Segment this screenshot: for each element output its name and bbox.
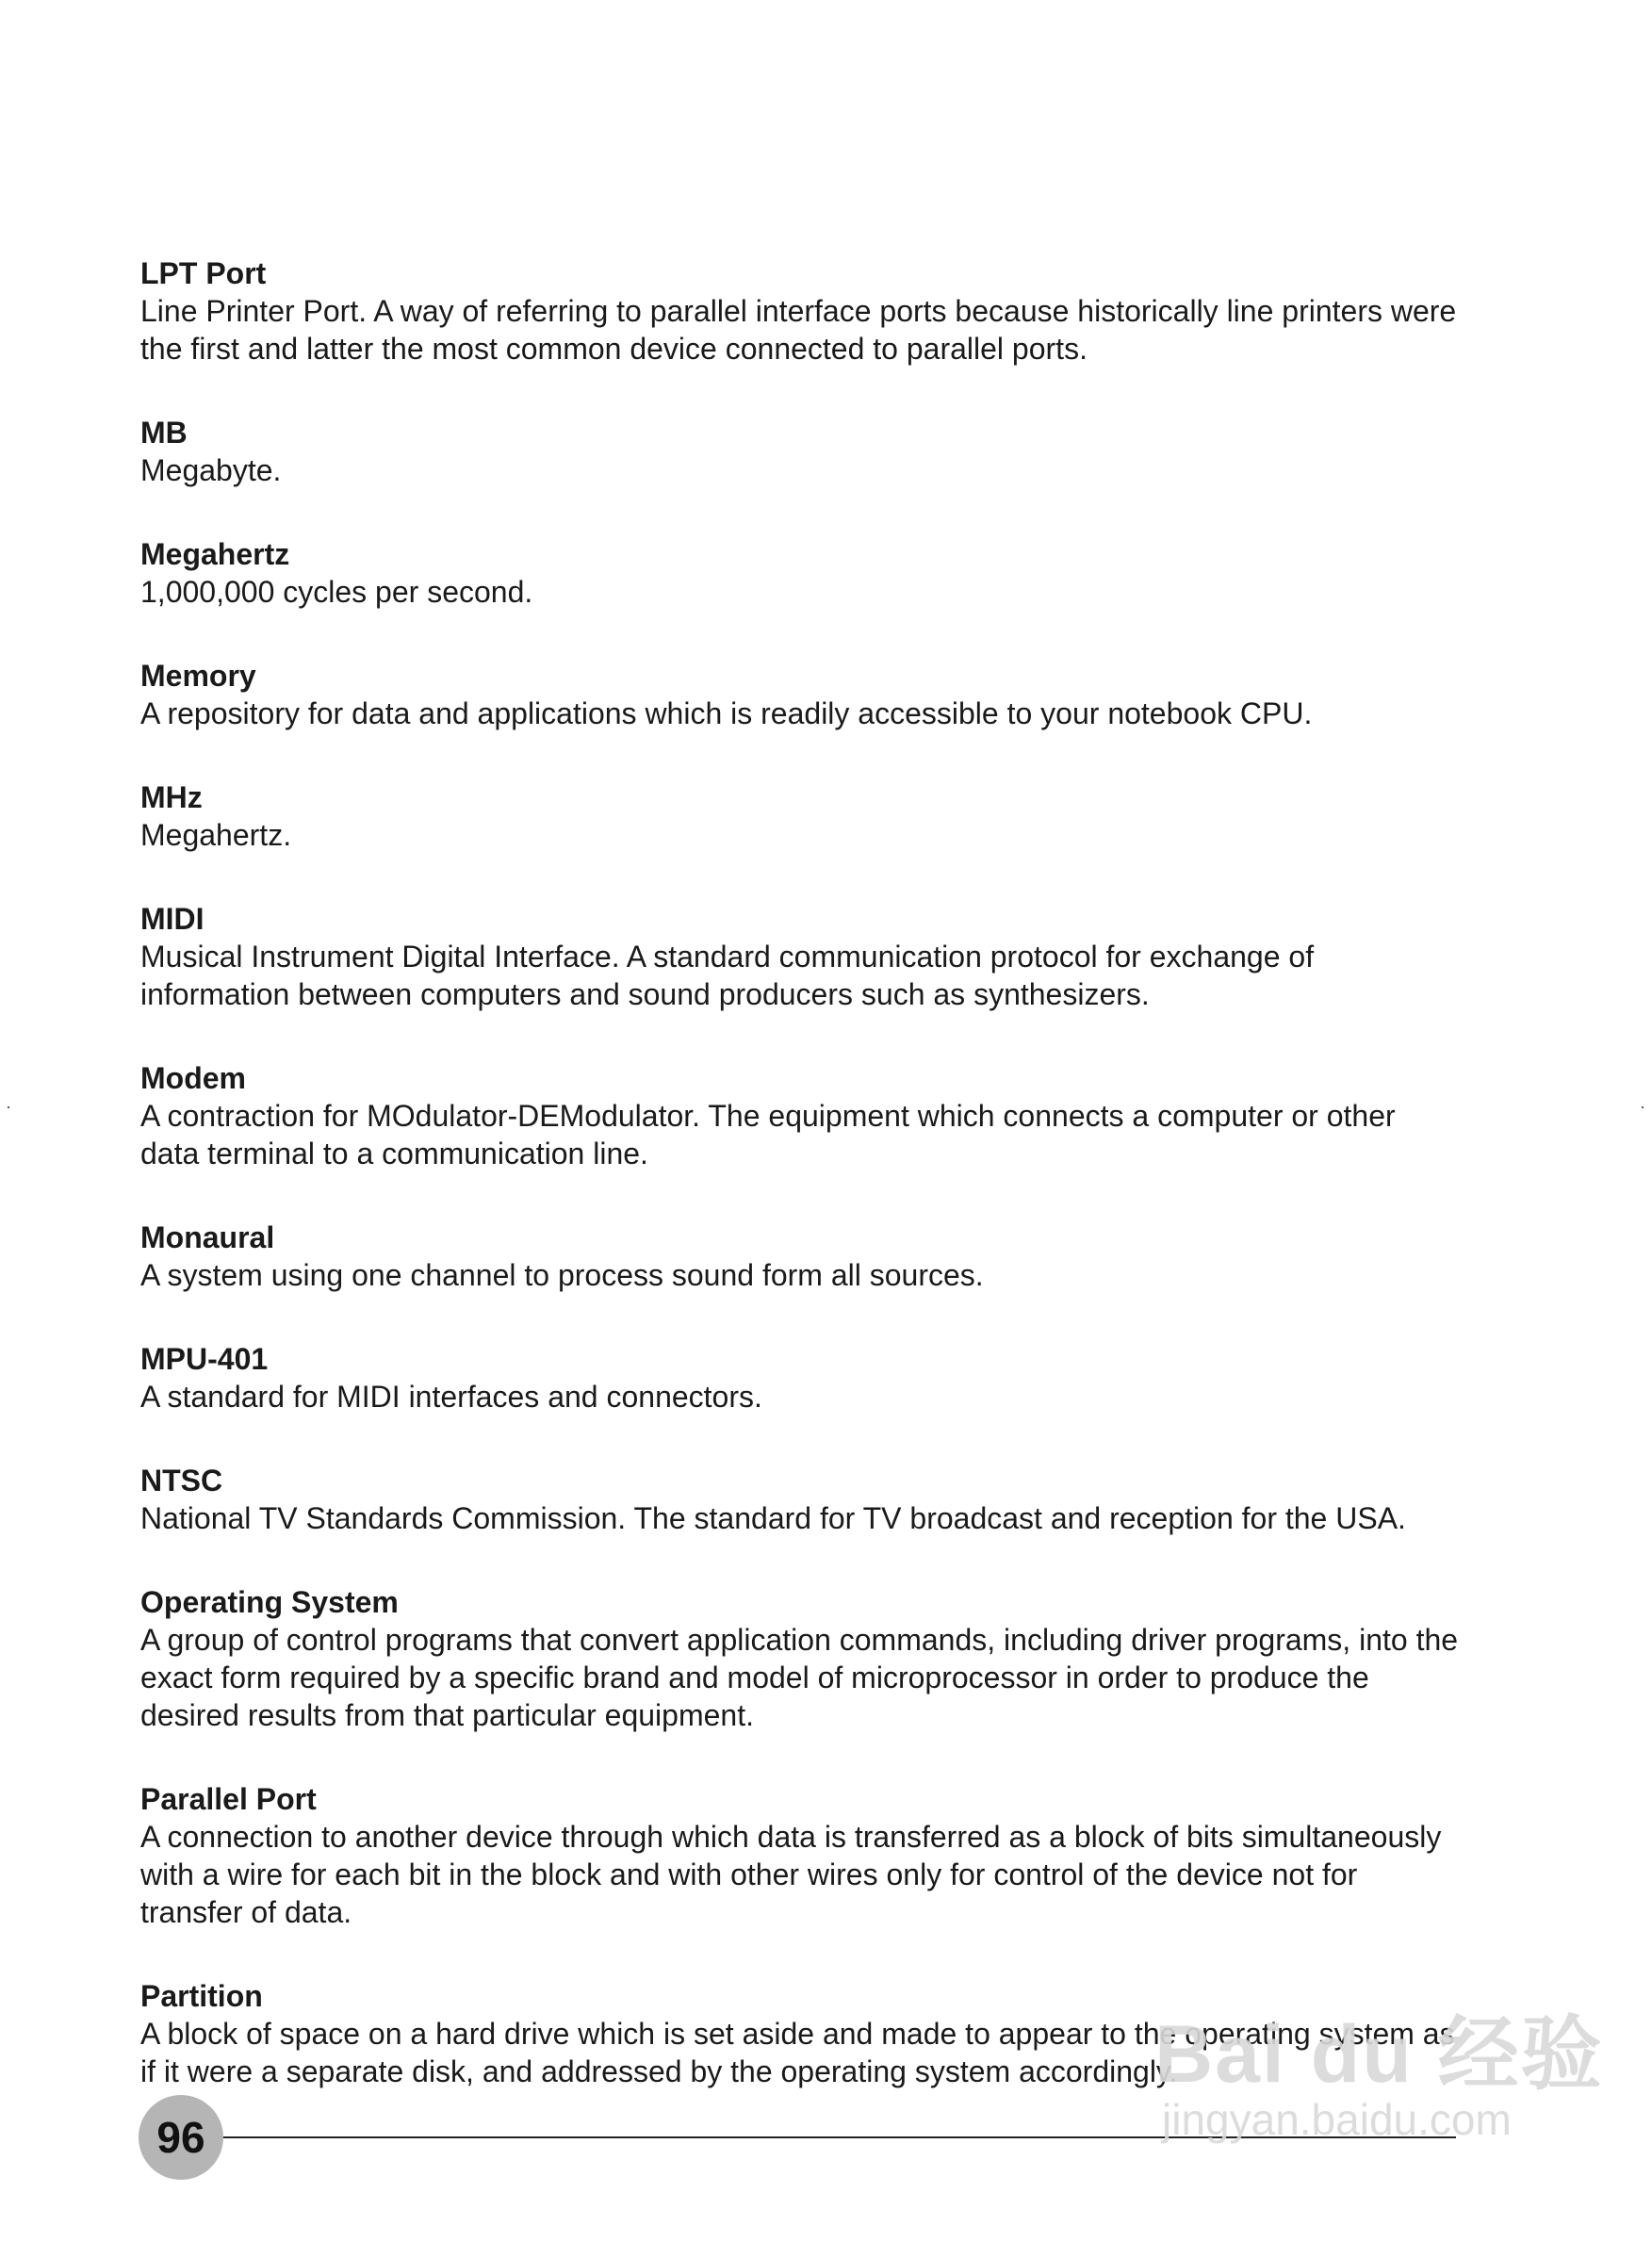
glossary-term: NTSC [140,1464,223,1497]
glossary-entry [140,414,1460,489]
glossary-term: Megahertz [140,537,290,571]
glossary-term: MIDI [140,902,204,936]
glossary-definition: Line Printer Port. A way of referring to parallel interface ports because historically line printers were the first and latter the most common device connected to parallel ports. [140,294,1457,366]
glossary-definition: A standard for MIDI interfaces and connectors. [140,1380,762,1414]
glossary-definition: A contraction for MOdulator-DEModulator. The equipment which connects a computer or other data terminal to a communication line. [140,1099,1396,1170]
glossary-entry [140,1780,1460,1931]
glossary-definition: A group of control programs that convert application commands, including driver programs, into the exact form required by a specific brand and model of microprocessor in order to produce the desired results from that particular equipment. [140,1623,1459,1732]
page-number-badge: 96 [139,2095,223,2180]
glossary-entry [140,1059,1460,1172]
glossary-definition: A connection to another device through which data is transferred as a block of bits simultaneously with a wire for each bit in the block and with other wires only for control of the device not for transfer of data. [140,1820,1442,1929]
watermark-url: jingyan.baidu.com [1162,2095,1512,2144]
glossary-term: LPT Port [140,256,267,290]
crop-mark-left [8,1106,9,1108]
glossary-term: Memory [140,659,256,693]
glossary-definition: Megabyte. [140,453,282,487]
glossary-term: Partition [140,1979,263,2013]
glossary-definition: A block of space on a hard drive which is set aside and made to appear to the operating system as if it were a separate disk, and addressed by the operating system accordingly. [140,2017,1455,2088]
glossary-entry [140,535,1460,611]
glossary-entry [140,778,1460,854]
glossary-entry [140,1462,1460,1537]
glossary-term: MB [140,416,188,450]
glossary-definition: National TV Standards Commission. The standard for TV broadcast and reception for the USA. [140,1501,1406,1535]
glossary-list [140,254,1460,2136]
glossary-entry [140,657,1460,732]
watermark-logo-text: Bai du 经验 [1154,2009,1604,2100]
crop-mark-right [1642,1106,1644,1108]
glossary-entry [140,254,1460,368]
glossary-definition: Musical Instrument Digital Interface. A standard communication protocol for exchange of information between computers and sound producers such as synthesizers. [140,940,1315,1011]
glossary-term: Modem [140,1061,246,1095]
glossary-entry [140,1583,1460,1734]
glossary-term: Monaural [140,1220,275,1254]
glossary-entry [140,1219,1460,1294]
glossary-definition: Megahertz. [140,818,292,852]
baidu-watermark [1154,1988,1604,2168]
glossary-term: Parallel Port [140,1782,317,1816]
glossary-entry [140,1340,1460,1416]
glossary-definition: A system using one channel to process sound form all sources. [140,1258,984,1292]
glossary-term: Operating System [140,1585,399,1619]
glossary-term: MHz [140,780,203,814]
glossary-term: MPU-401 [140,1342,269,1376]
glossary-entry [140,900,1460,1013]
glossary-definition: 1,000,000 cycles per second. [140,575,533,609]
glossary-definition: A repository for data and applications which is readily accessible to your notebook CPU. [140,696,1313,730]
